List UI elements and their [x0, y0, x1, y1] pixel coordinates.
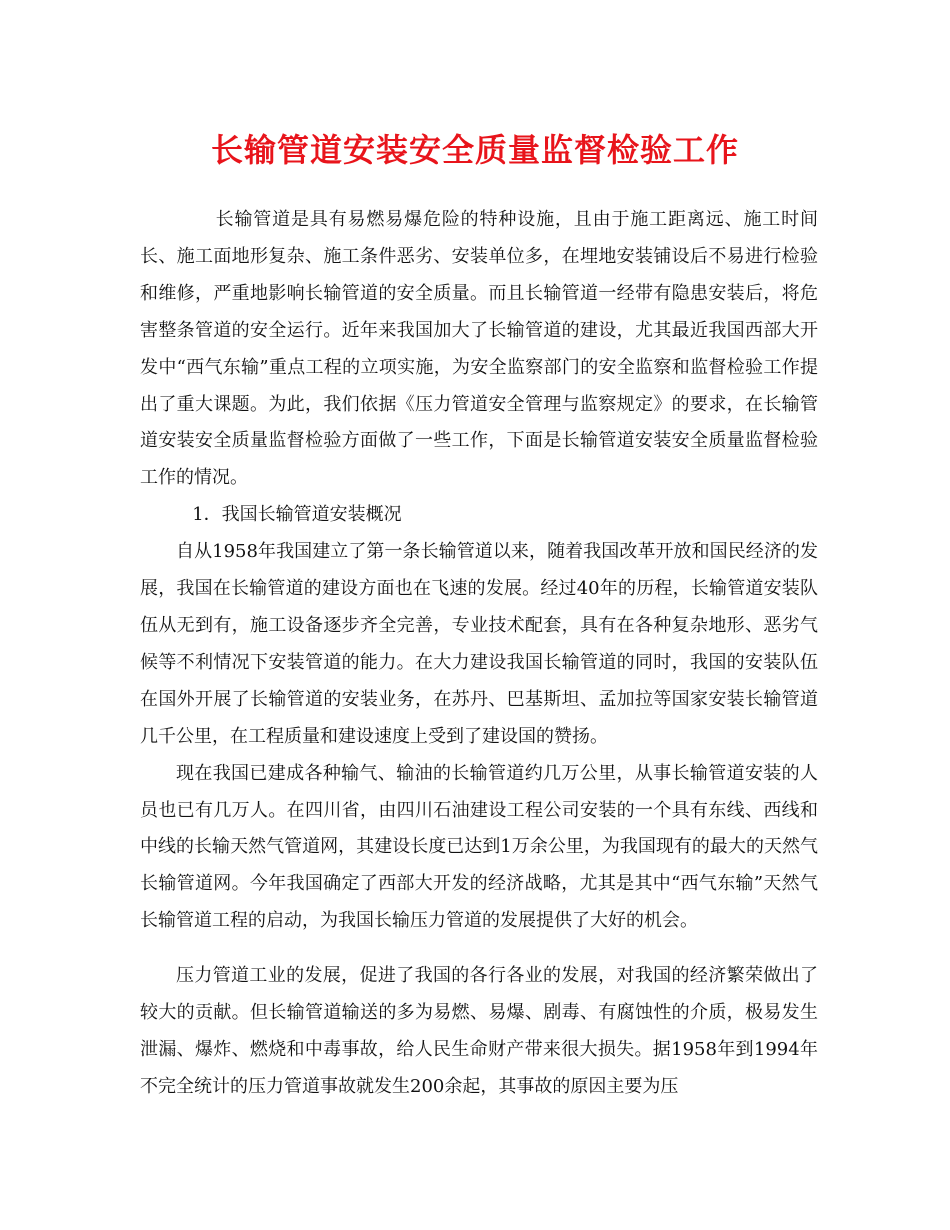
paragraph-current-status: 现在我国已建成各种输气、输油的长输管道约几万公里，从事长输管道安装的人员也已有几万人。在四川省，由四川石油建设工程公司安装的一个具有东线、西线和中线的长输天然气管道网，其建设长度已达到1万余公里，为我国现有的最大的天然气长输管道网。今年我国确定了西部大开发的经济战略，尤其是其中“西气东输”天然气长输管道工程的启动，为我国长输压力管道的发展提供了大好的机会。 — [140, 762, 818, 932]
paragraph-history: 自从1958年我国建立了第一条长输管道以来，随着我国改革开放和国民经济的发展，我国在长输管道的建设方面也在飞速的发展。经过40年的历程，长输管道安装队伍从无到有，施工设备逐步齐全完善，专业技术配套，具有在各种复杂地形、恶劣气候等不利情况下安装管道的能力。在大力建设我国长输管道的同时，我国的安装队伍在国外开展了长输管道的安装业务，在苏丹、巴基斯坦、孟加拉等国家安装长输管道几千公里，在工程质量和建设速度上受到了建设国的赞扬。 — [140, 541, 818, 747]
paragraph-intro: 长输管道是具有易燃易爆危险的特种设施，且由于施工距离远、施工时间长、施工面地形复杂、施工条件恶劣、安装单位多，在埋地安装铺设后不易进行检验和维修，严重地影响长输管道的安全质量。而且长输管道一经带有隐患安装后，将危害整条管道的安全运行。近年来我国加大了长输管道的建设，尤其最近我国西部大开发中“西气东输”重点工程的立项实施，为安全监察部门的安全监察和监督检验工作提出了重大课题。为此，我们依据《压力管道安全管理与监察规定》的要求，在长输管道安装安全质量监督检验方面做了一些工作，下面是长输管道安装安全质量监督检验工作的情况。 — [140, 209, 818, 489]
document-body — [140, 202, 818, 1106]
section-heading-1: 1．我国长输管道安装概况 — [192, 504, 402, 526]
paragraph-industry-impact: 压力管道工业的发展，促进了我国的各行各业的发展，对我国的经济繁荣做出了较大的贡献。但长输管道输送的多为易燃、易爆、剧毒、有腐蚀性的介质，极易发生泄漏、爆炸、燃烧和中毒事故，给人民生命财产带来很大损失。据1958年到1994年不完全统计的压力管道事故就发生200余起，其事故的原因主要为压 — [140, 965, 818, 1097]
paragraph-gap — [140, 940, 818, 958]
document-title: 长输管道安装安全质量监督检验工作 — [210, 131, 739, 169]
